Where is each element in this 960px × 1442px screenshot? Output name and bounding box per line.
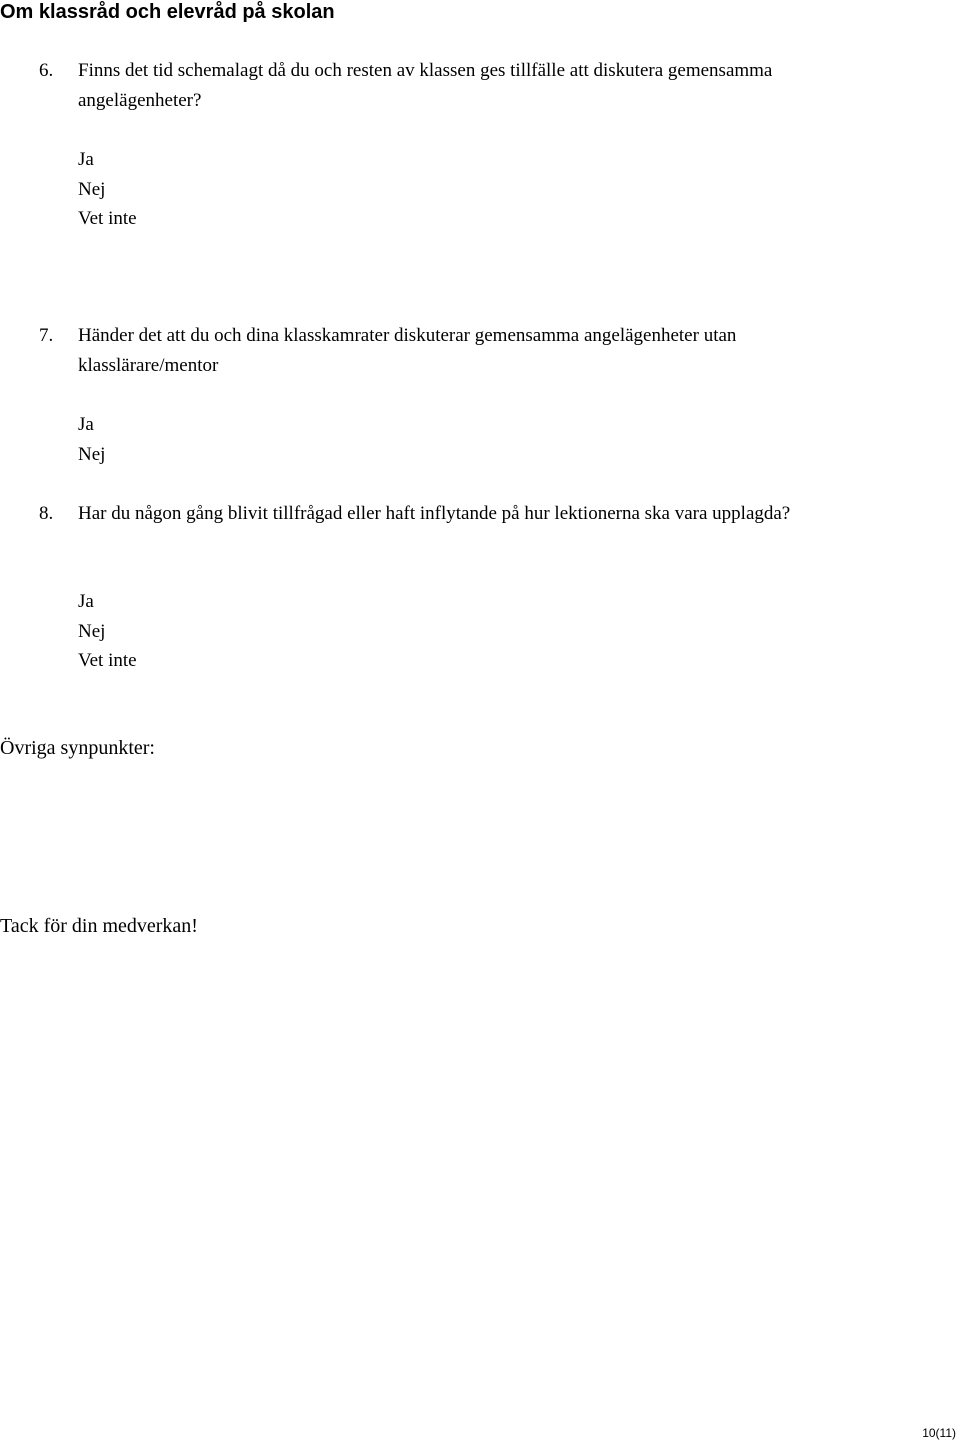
option-nej[interactable]: Nej bbox=[78, 178, 106, 200]
question-7-options bbox=[78, 410, 105, 469]
option-ja[interactable]: Ja bbox=[78, 591, 94, 612]
option-ja[interactable]: Ja bbox=[78, 149, 94, 170]
option-vet-inte[interactable]: Vet inte bbox=[78, 650, 137, 671]
question-number: 7. bbox=[39, 325, 54, 346]
option-vet-inte[interactable]: Vet inte bbox=[78, 208, 137, 229]
option-nej[interactable]: Nej bbox=[78, 443, 106, 465]
question-6-options bbox=[78, 145, 137, 234]
page-title: Om klassråd och elevråd på skolan bbox=[0, 1, 335, 23]
option-ja[interactable]: Ja bbox=[78, 414, 94, 435]
question-text: Finns det tid schemalagt då du och resten av klassen ges tillfälle att diskutera gemensamma angelägenheter? bbox=[78, 60, 773, 111]
page-number: 10(11) bbox=[922, 1426, 956, 1440]
comments-label: Övriga synpunkter: bbox=[0, 737, 155, 759]
question-number: 6. bbox=[39, 60, 54, 81]
closing-text: Tack för din medverkan! bbox=[0, 915, 198, 937]
option-nej[interactable]: Nej bbox=[78, 620, 106, 642]
question-text: Har du någon gång blivit tillfrågad eller haft inflytande på hur lektionerna ska vara upplagda? bbox=[78, 503, 791, 524]
question-text: Händer det att du och dina klasskamrater diskuterar gemensamma angelägenheter utan klasslärare/mentor bbox=[78, 325, 737, 376]
question-8-options bbox=[78, 587, 137, 676]
question-number: 8. bbox=[39, 503, 54, 524]
